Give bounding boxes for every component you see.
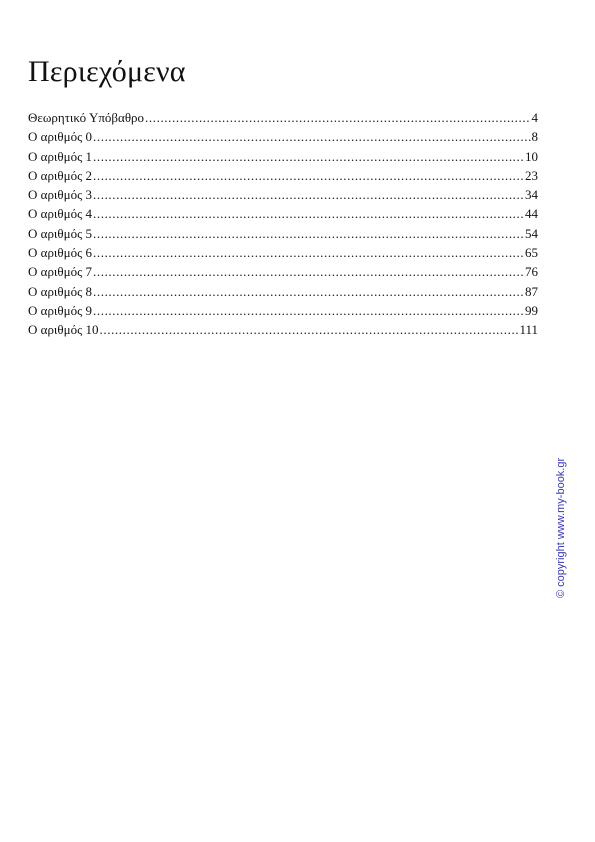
toc-entry-page-number: 44 bbox=[525, 206, 538, 222]
toc-dot-leader bbox=[93, 262, 524, 281]
toc-entry-label: Ο αριθμός 7 bbox=[28, 264, 93, 280]
toc-entry-page-number: 4 bbox=[531, 110, 538, 125]
toc-entry-label: Ο αριθμός 8 bbox=[28, 283, 93, 299]
toc-entry-label: Ο αριθμός 10 bbox=[28, 322, 99, 338]
toc-dot-leader bbox=[93, 204, 524, 223]
toc-entry-page-number: 8 bbox=[531, 129, 538, 145]
toc-entry-page-number: 65 bbox=[525, 245, 538, 261]
toc-dot-leader bbox=[93, 147, 524, 166]
toc-entry-page-number: 87 bbox=[525, 283, 538, 299]
toc-entry-page-number: 54 bbox=[525, 225, 538, 241]
toc-entry-number-2[interactable] bbox=[28, 166, 538, 185]
toc-entry-number-7[interactable] bbox=[28, 262, 538, 281]
toc-entry-number-3[interactable] bbox=[28, 185, 538, 204]
toc-entry-number-9[interactable] bbox=[28, 301, 538, 320]
toc-entry-page-number: 10 bbox=[525, 148, 538, 164]
page-title: Περιεχόμενα bbox=[28, 55, 186, 88]
toc-entry-number-8[interactable] bbox=[28, 282, 538, 301]
toc-entry-label: Ο αριθμός 1 bbox=[28, 148, 93, 164]
toc-entry-label: Ο αριθμός 4 bbox=[28, 206, 93, 222]
toc-entry-label: Θεωρητικό Υπόβαθρο bbox=[28, 110, 145, 125]
toc-dot-leader bbox=[145, 108, 530, 127]
toc-dot-leader bbox=[93, 166, 524, 185]
toc-dot-leader bbox=[93, 301, 524, 320]
toc-entry-label: Ο αριθμός 5 bbox=[28, 225, 93, 241]
toc-entry-page-number: 111 bbox=[519, 322, 538, 338]
toc-dot-leader bbox=[93, 185, 524, 204]
table-of-contents bbox=[28, 108, 538, 340]
toc-entry-number-0[interactable] bbox=[28, 127, 538, 146]
toc-entry-page-number: 34 bbox=[525, 187, 538, 203]
toc-entry-theoretical-background[interactable] bbox=[28, 108, 538, 127]
toc-entry-page-number: 99 bbox=[525, 302, 538, 318]
toc-entry-label: Ο αριθμός 2 bbox=[28, 167, 93, 183]
toc-entry-page-number: 23 bbox=[525, 167, 538, 183]
toc-entry-number-1[interactable] bbox=[28, 147, 538, 166]
toc-entry-label: Ο αριθμός 6 bbox=[28, 245, 93, 261]
toc-dot-leader bbox=[93, 127, 530, 146]
toc-entry-number-6[interactable] bbox=[28, 243, 538, 262]
toc-entry-label: Ο αριθμός 9 bbox=[28, 302, 93, 318]
toc-dot-leader bbox=[93, 282, 524, 301]
toc-entry-number-10[interactable] bbox=[28, 320, 538, 339]
toc-entry-page-number: 76 bbox=[525, 264, 538, 280]
toc-dot-leader bbox=[93, 224, 524, 243]
toc-dot-leader bbox=[100, 320, 519, 339]
toc-entry-number-5[interactable] bbox=[28, 224, 538, 243]
toc-entry-label: Ο αριθμός 3 bbox=[28, 187, 93, 203]
toc-entry-label: Ο αριθμός 0 bbox=[28, 129, 93, 145]
toc-dot-leader bbox=[93, 243, 524, 262]
copyright-notice: © copyright www.my-book.gr bbox=[555, 457, 567, 598]
toc-entry-number-4[interactable] bbox=[28, 204, 538, 223]
